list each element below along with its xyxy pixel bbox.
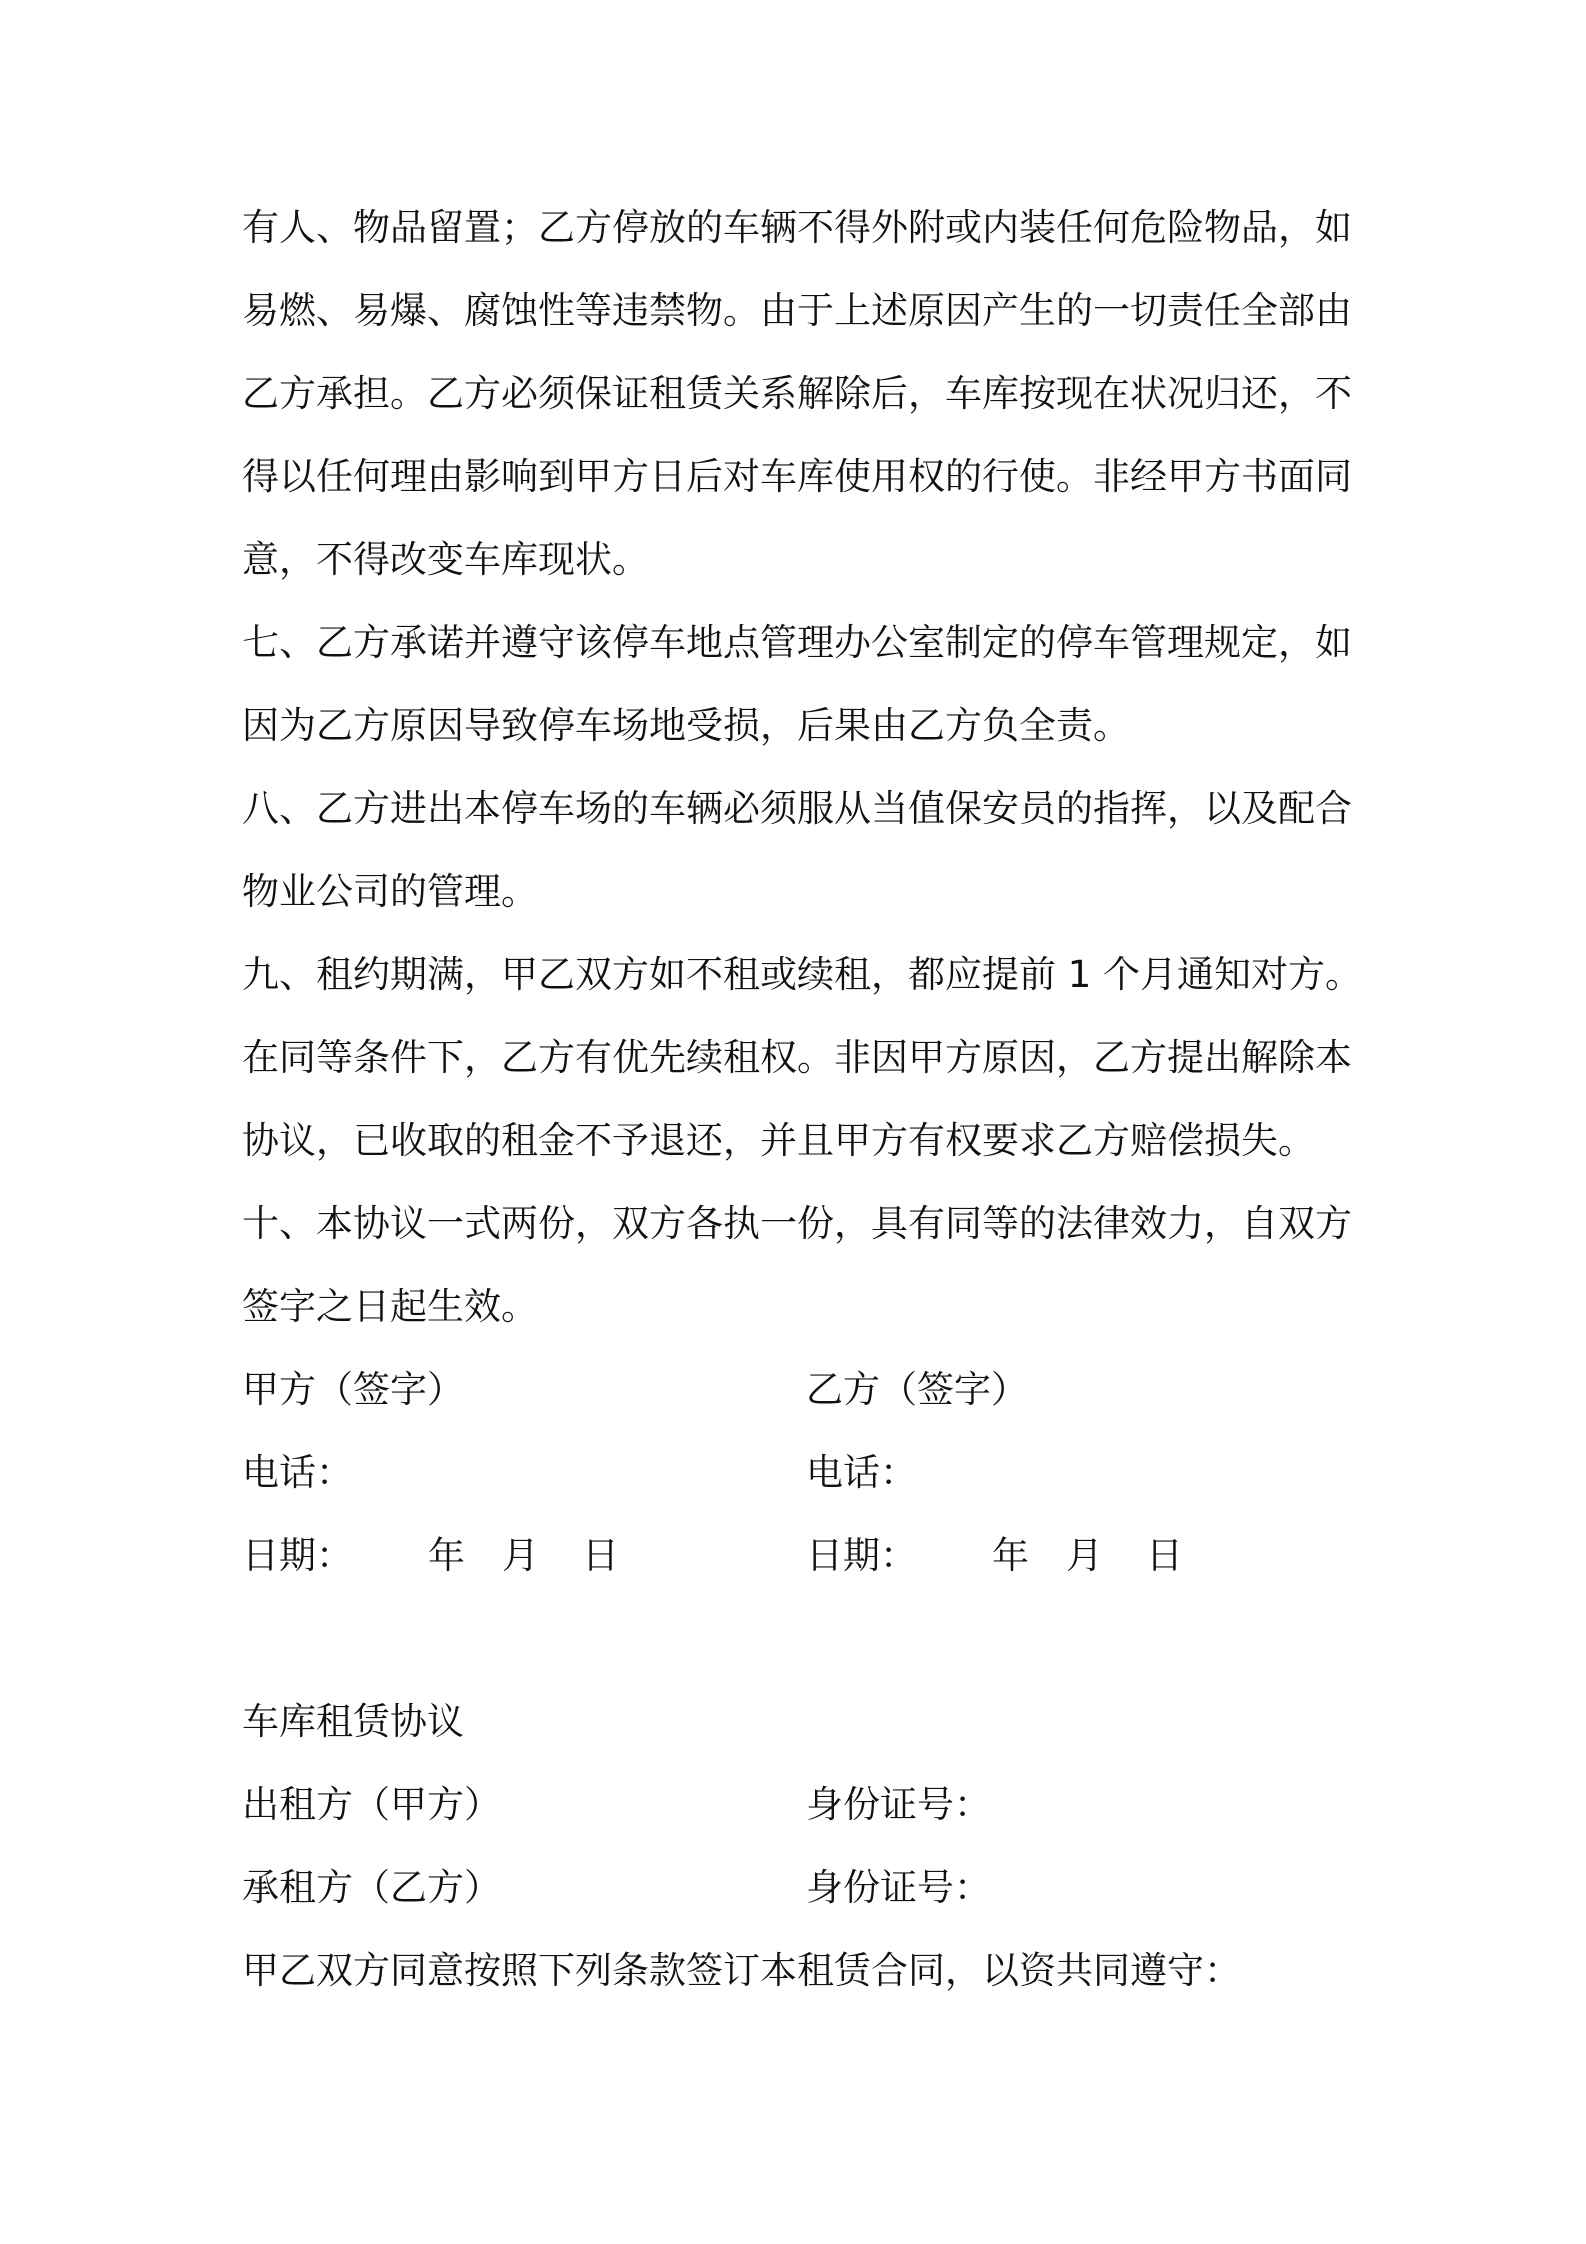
clause-continued-line-2: 易燃、易爆、腐蚀性等违禁物。由于上述原因产生的一切责任全部由	[242, 289, 1352, 332]
clause-continued-line-3: 乙方承担。乙方必须保证租赁关系解除后，车库按现在状况归还，不	[242, 372, 1352, 415]
party-a-date-day: 日	[582, 1534, 619, 1577]
clause-8-line-2: 物业公司的管理。	[242, 870, 538, 913]
clause-continued-line-5: 意，不得改变车库现状。	[242, 538, 649, 581]
clause-7-line-1: 七、乙方承诺并遵守该停车地点管理办公室制定的停车管理规定，如	[242, 621, 1352, 664]
party-b-signature-label: 乙方（签字）	[806, 1368, 1028, 1411]
clause-9-line-3: 协议，已收取的租金不予退还，并且甲方有权要求乙方赔偿损失。	[242, 1119, 1315, 1162]
lessor-id-label: 身份证号：	[806, 1783, 991, 1826]
clause-10-line-1: 十、本协议一式两份，双方各执一份，具有同等的法律效力，自双方	[242, 1202, 1352, 1245]
lessee-id-label: 身份证号：	[806, 1866, 991, 1909]
party-a-phone-label: 电话：	[242, 1451, 353, 1494]
party-b-date-day: 日	[1146, 1534, 1183, 1577]
clause-8-line-1: 八、乙方进出本停车场的车辆必须服从当值保安员的指挥，以及配合	[242, 787, 1352, 830]
party-b-date-month: 月	[1066, 1534, 1103, 1577]
party-a-date-year: 年	[428, 1534, 465, 1577]
clause-7-line-2: 因为乙方原因导致停车场地受损，后果由乙方负全责。	[242, 704, 1130, 747]
party-b-date-label: 日期：	[806, 1534, 917, 1577]
clause-9-line-1: 九、租约期满，甲乙双方如不租或续租，都应提前 1 个月通知对方。	[242, 953, 1363, 996]
agreement-intro: 甲乙双方同意按照下列条款签订本租赁合同，以资共同遵守：	[242, 1949, 1241, 1992]
party-a-date-month: 月	[502, 1534, 539, 1577]
party-b-date-year: 年	[992, 1534, 1029, 1577]
clause-9-line-2: 在同等条件下，乙方有优先续租权。非因甲方原因，乙方提出解除本	[242, 1036, 1352, 1079]
second-doc-title: 车库租赁协议	[242, 1700, 464, 1743]
clause-continued-line-4: 得以任何理由影响到甲方日后对车库使用权的行使。非经甲方书面同	[242, 455, 1352, 498]
party-a-date-label: 日期：	[242, 1534, 353, 1577]
party-b-date-row	[806, 1534, 1326, 1578]
lessee-label: 承租方（乙方）	[242, 1866, 501, 1909]
lessor-label: 出租方（甲方）	[242, 1783, 501, 1826]
clause-continued-line-1: 有人、物品留置；乙方停放的车辆不得外附或内装任何危险物品，如	[242, 206, 1352, 249]
clause-10-line-2: 签字之日起生效。	[242, 1285, 538, 1328]
party-a-date-row	[242, 1534, 762, 1578]
party-a-signature-label: 甲方（签字）	[242, 1368, 464, 1411]
party-b-phone-label: 电话：	[806, 1451, 917, 1494]
